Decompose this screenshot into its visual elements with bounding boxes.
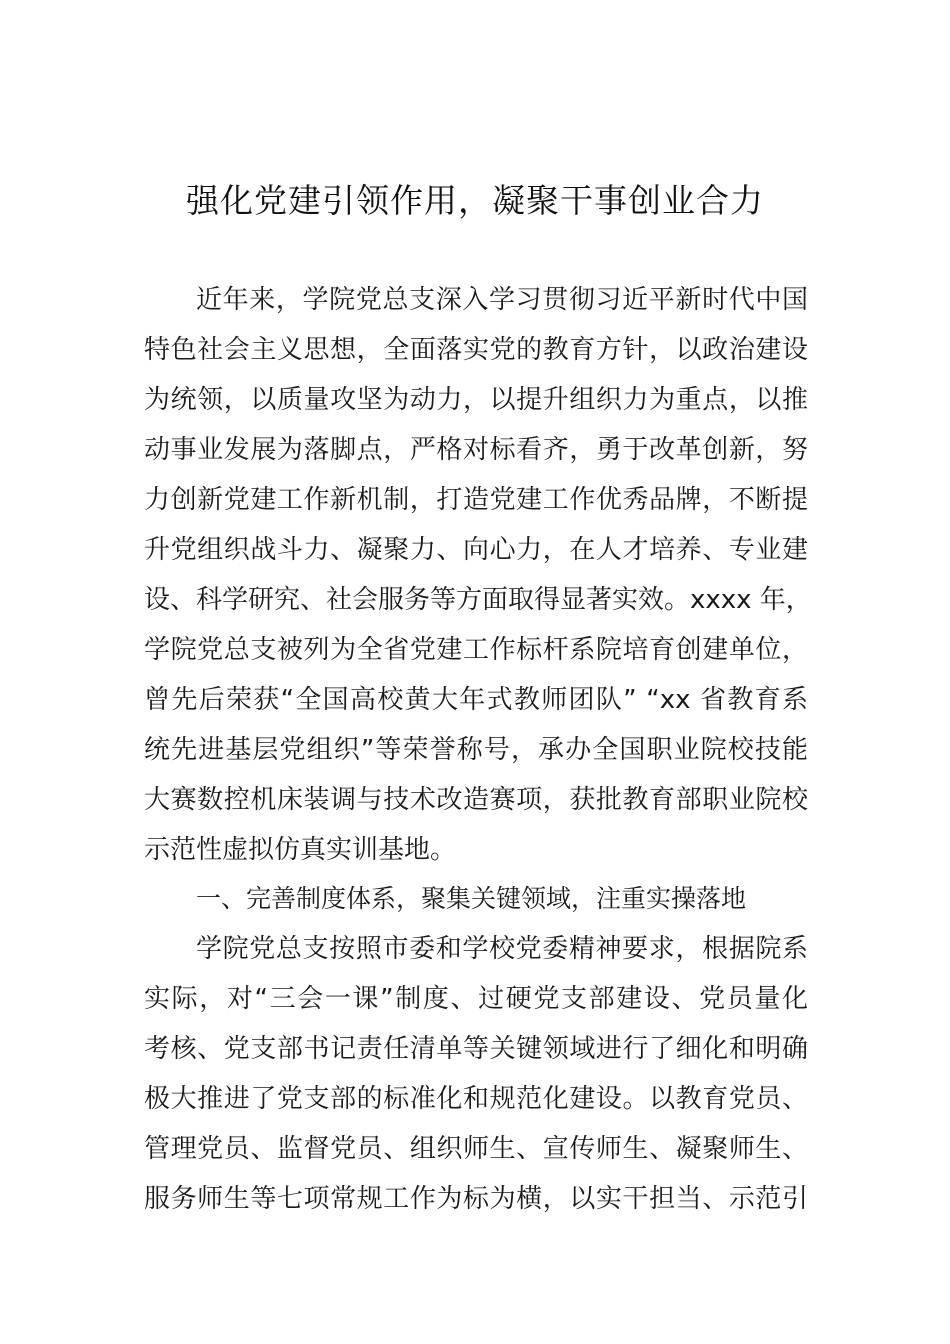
paragraph-1-line-5: 力创新党建工作新机制，打造党建工作优秀品牌，不断提 xyxy=(144,485,808,515)
paragraph-1-line-9: 曾先后荣获“全国高校黄大年式教师团队” “xx 省教育系 xyxy=(144,685,808,715)
paragraph-1-line-6: 升党组织战斗力、凝聚力、向心力，在人才培养、专业建 xyxy=(144,535,808,565)
paragraph-1-line-12: 示范性虚拟仿真实训基地。 xyxy=(144,835,457,865)
paragraph-2-line-3: 考核、党支部书记责任清单等关键领域进行了细化和明确 xyxy=(144,1034,808,1064)
document-title: 强化党建引领作用，凝聚干事创业合力 xyxy=(186,181,764,220)
paragraph-2-line-6: 服务师生等七项常规工作为标为横，以实干担当、示范引 xyxy=(144,1184,808,1214)
paragraph-1-line-2: 特色社会主义思想，全面落实党的教育方针，以政治建设 xyxy=(144,335,808,365)
paragraph-1-line-8: 学院党总支被列为全省党建工作标杆系院培育创建单位， xyxy=(144,635,808,665)
paragraph-1-line-7: 设、科学研究、社会服务等方面取得显著实效。xxxx 年， xyxy=(144,585,812,615)
paragraph-1-line-1: 近年来，学院党总支深入学习贯彻习近平新时代中国 xyxy=(196,285,808,315)
section-1-heading: 一、完善制度体系，聚集关键领域，注重实操落地 xyxy=(196,884,747,913)
paragraph-1-line-11: 大赛数控机床装调与技术改造赛项，获批教育部职业院校 xyxy=(144,785,808,815)
paragraph-1-line-3: 为统领，以质量攻坚为动力，以提升组织力为重点，以推 xyxy=(144,385,808,415)
paragraph-2-line-4: 极大推进了党支部的标准化和规范化建设。以教育党员、 xyxy=(144,1084,808,1114)
paragraph-1-line-4: 动事业发展为落脚点，严格对标看齐，勇于改革创新，努 xyxy=(144,435,808,465)
paragraph-2-line-2: 实际，对“三会一课”制度、过硬党支部建设、党员量化 xyxy=(144,984,808,1014)
paragraph-2-line-5: 管理党员、监督党员、组织师生、宣传师生、凝聚师生、 xyxy=(144,1134,808,1164)
paragraph-1-line-10: 统先进基层党组织”等荣誉称号，承办全国职业院校技能 xyxy=(144,735,808,765)
paragraph-2-line-1: 学院党总支按照市委和学校党委精神要求，根据院系 xyxy=(196,934,808,964)
